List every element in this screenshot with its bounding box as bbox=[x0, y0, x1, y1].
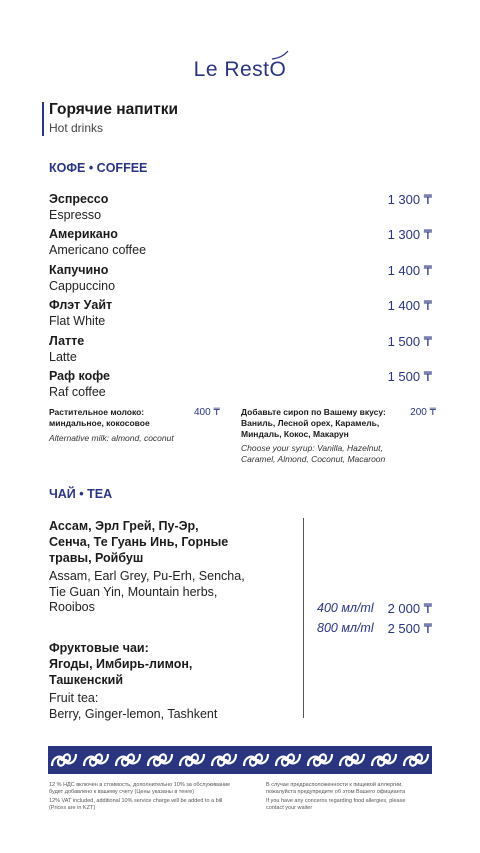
tea-fruit-en-1: Fruit tea: bbox=[49, 691, 99, 705]
tea-classic-en-1: Assam, Earl Grey, Pu-Erh, Sencha, bbox=[49, 569, 245, 583]
footer-vat-ru-1: 12 % НДС включен в стоимость, дополнительно 10% за обслуживание bbox=[49, 782, 231, 788]
tea-classic-ru-1: Ассам, Эрл Грей, Пу-Эр, bbox=[49, 519, 199, 533]
tea-size-price: 2 500 ₸ bbox=[387, 621, 432, 636]
menu-item-price: 1 500 ₸ bbox=[387, 334, 432, 349]
menu-item-name-en: Raf coffee bbox=[49, 385, 106, 399]
addon-milk-price: 400 ₸ bbox=[194, 407, 220, 418]
menu-item-name-en: Americano coffee bbox=[49, 243, 147, 257]
footer-allergy-en-1: If you have any concerns regarding food allergies, please bbox=[266, 798, 406, 804]
tea-classic-ru-3: травы, Ройбуш bbox=[49, 551, 144, 565]
menu-item-price: 1 500 ₸ bbox=[387, 369, 432, 384]
footer-vat-en-2: (Prices are in KZT) bbox=[49, 805, 96, 811]
menu-item-name: Эспрессо bbox=[49, 192, 109, 206]
restaurant-logo: Le RestO bbox=[193, 58, 287, 81]
tea-size-volume: 800 мл/ml bbox=[317, 621, 374, 635]
menu-item-name: Американо bbox=[49, 227, 118, 241]
menu-item-name: Флэт Уайт bbox=[49, 298, 113, 312]
menu-item-name-en: Flat White bbox=[49, 314, 106, 328]
addon-milk-line1: Растительное молоко: bbox=[49, 407, 145, 417]
footer-allergy-en-2: contact your waiter bbox=[266, 805, 313, 811]
addon-syrup-en1: Choose your syrup: Vanilla, Hazelnut, bbox=[241, 443, 383, 453]
addon-syrup-line3: Миндаль, Кокос, Макарун bbox=[241, 429, 349, 439]
menu-item-price: 1 300 ₸ bbox=[387, 192, 432, 207]
tea-fruit-ru-3: Ташкенский bbox=[49, 673, 124, 687]
section-heading-coffee: КОФЕ • COFFEE bbox=[49, 161, 148, 175]
logo-swoosh-icon bbox=[270, 50, 290, 60]
ornament-border-icon bbox=[48, 746, 432, 774]
addon-syrup-line1: Добавьте сироп по Вашему вкусу: bbox=[241, 407, 386, 417]
menu-item-price: 1 400 ₸ bbox=[387, 298, 432, 313]
addon-milk-line2: миндальное, кокосовое bbox=[49, 418, 150, 428]
footer-allergy-ru-1: В случае предрасположенности к пищевой аллергии, bbox=[266, 782, 403, 788]
menu-item-price: 1 400 ₸ bbox=[387, 263, 432, 278]
footer-vat-ru-2: будет добавлено к вашему счету (Цены указаны в тенге) bbox=[49, 789, 195, 795]
addon-syrup-en2: Caramel, Almond, Coconut, Macaroon bbox=[241, 454, 386, 464]
tea-fruit-ru-1: Фруктовые чаи: bbox=[49, 641, 149, 655]
tea-divider bbox=[303, 518, 304, 718]
page-subtitle: Hot drinks bbox=[49, 121, 104, 135]
tea-size-price: 2 000 ₸ bbox=[387, 601, 432, 616]
footer-allergy-ru-2: пожалуйста предупредите об этом Вашего официанта bbox=[266, 789, 406, 795]
menu-item-name-en: Latte bbox=[49, 350, 77, 364]
menu-item-name: Латте bbox=[49, 334, 85, 348]
page-title: Горячие напитки bbox=[49, 101, 178, 118]
menu-item-name: Капучино bbox=[49, 263, 109, 277]
section-heading-tea: ЧАЙ • TEA bbox=[49, 487, 113, 501]
menu-item-name-en: Cappuccino bbox=[49, 279, 116, 293]
tea-classic-ru-2: Сенча, Те Гуань Инь, Горные bbox=[49, 535, 229, 549]
tea-fruit-ru-2: Ягоды, Имбирь-лимон, bbox=[49, 657, 193, 671]
addon-syrup-price: 200 ₸ bbox=[410, 407, 436, 418]
menu-item-price: 1 300 ₸ bbox=[387, 227, 432, 242]
menu-item-name: Раф кофе bbox=[49, 369, 110, 383]
tea-fruit-en-2: Berry, Ginger-lemon, Tashkent bbox=[49, 707, 218, 721]
tea-classic-en-2: Tie Guan Yin, Mountain herbs, bbox=[49, 585, 218, 599]
addon-syrup-line2: Ваниль, Лесной орех, Карамель, bbox=[241, 418, 380, 428]
tea-size-volume: 400 мл/ml bbox=[317, 601, 374, 615]
title-accent-bar bbox=[42, 102, 44, 136]
addon-milk-en: Alternative milk: almond, coconut bbox=[49, 433, 174, 443]
tea-classic-en-3: Rooibos bbox=[49, 600, 95, 614]
footer-vat-en-1: 12% VAT included, additional 10% service charge will be added to a bill bbox=[49, 798, 223, 804]
menu-item-name-en: Espresso bbox=[49, 208, 102, 222]
